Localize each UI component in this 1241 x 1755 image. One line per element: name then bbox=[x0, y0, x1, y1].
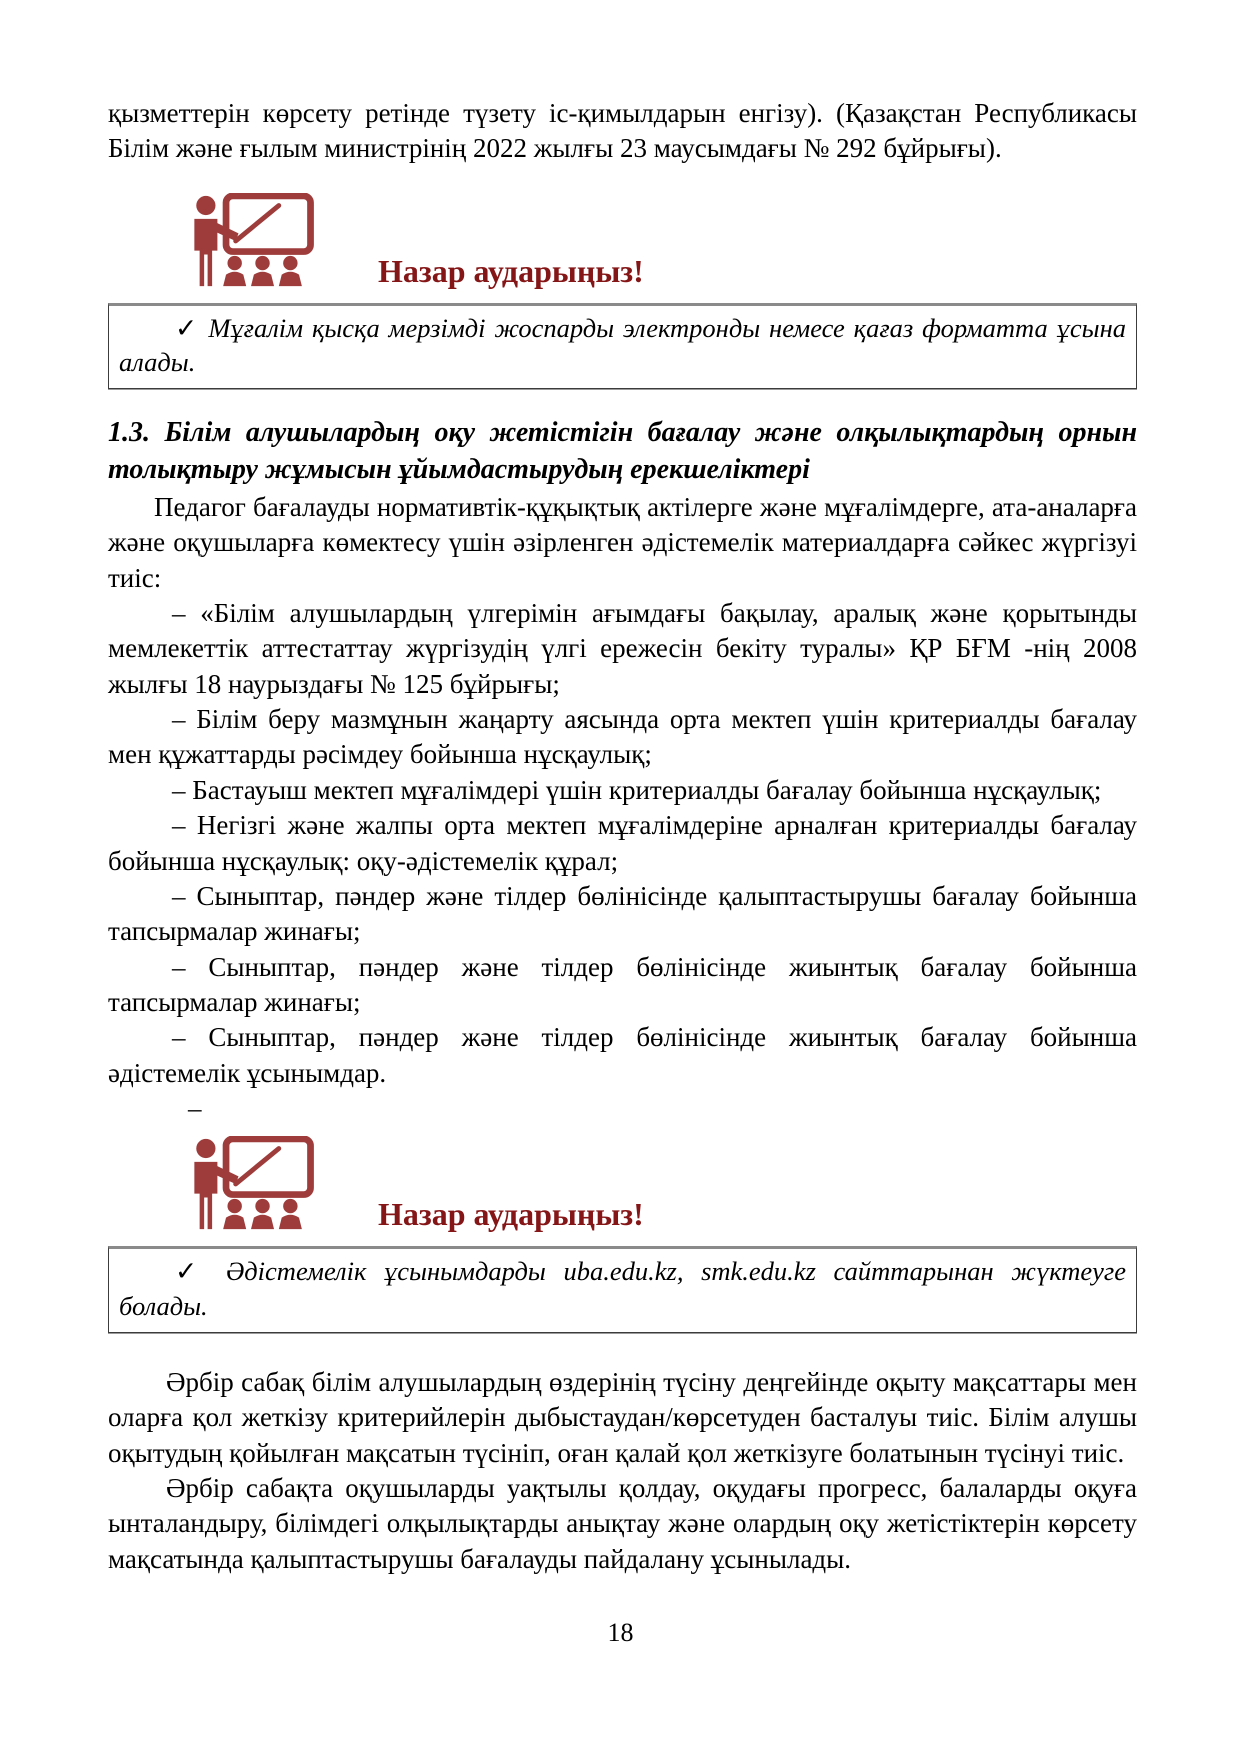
list-item-paragraph: – Білім беру мазмұнын жаңарту аясында орта мектеп үшін критериалды бағалау мен құжаттарды рәсімдеу бойынша нұсқаулық; bbox=[108, 704, 1137, 770]
page-number: 18 bbox=[607, 1618, 634, 1647]
list-item-paragraph: – Бастауыш мектеп мұғалімдері үшін критериалды бағалау бойынша нұсқаулық; bbox=[172, 774, 1102, 805]
closing-section bbox=[108, 1365, 1137, 1577]
note-body: Мұғалім қысқа мерзімді жоспарды электронды немесе қағаз форматта ұсына алады. bbox=[119, 312, 1126, 378]
list-item-paragraph: – Сыныптар, пәндер және тілдер бөлінісінде жиынтық бағалау бойынша тапсырмалар жинағы; bbox=[108, 951, 1137, 1017]
note-text bbox=[119, 311, 1126, 380]
checkmark-icon: ✓ bbox=[175, 312, 200, 343]
attention-label: Назар аударыңыз! bbox=[378, 1196, 644, 1233]
empty-dash-line: – bbox=[188, 1093, 202, 1124]
closing-paragraph: Әрбір сабақ білім алушылардың өздерінің түсіну деңгейінде оқыту мақсаттары мен оларға қол жеткізу критерийлерін дыбыстаудан/көрсетуден басталуы тиіс. Білім алушы оқытудың қойылған мақсатын түсініп, оған қалай қол жеткізуге болатынын түсінуі тиіс. bbox=[108, 1366, 1137, 1468]
section-lead-paragraph: Педагог бағалауды нормативтік-құқықтық актілерге және мұғалімдерге, ата-аналарға және оқушыларға көмектесу үшін әзірленген әдістемелік материалдарға сәйкес жүргізуі тиіс: bbox=[108, 491, 1137, 593]
list-item-paragraph: – Сыныптар, пәндер және тілдер бөлінісінде жиынтық бағалау бойынша әдістемелік ұсынымдар. bbox=[108, 1022, 1137, 1088]
note-box-2 bbox=[108, 1246, 1137, 1332]
note-box-1 bbox=[108, 303, 1137, 389]
attention-label: Назар аударыңыз! bbox=[378, 252, 644, 289]
closing-paragraph: Әрбір сабақта оқушыларды уақтылы қолдау, оқудағы прогресс, балаларды оқуға ынталандыру, білімдегі олқылықтарды анықтау және олардың оқу жетістіктерін көрсету мақсатында қалыптастырушы бағалауды пайдалану ұсынылады. bbox=[108, 1472, 1137, 1574]
list-item-paragraph: – Сыныптар, пәндер және тілдер бөлінісінде қалыптастырушы бағалау бойынша тапсырмалар жинағы; bbox=[108, 880, 1137, 947]
note-text bbox=[119, 1254, 1126, 1323]
attention-banner-2 bbox=[186, 1136, 1137, 1232]
list-item-paragraph: – «Білім алушылардың үлгерімін ағымдағы бақылау, аралық және қорытынды мемлекеттік аттестаттау жүргізудің үлгі ережесін бекіту туралы» ҚР БҒМ -нің 2008 жылғы 18 наурыздағы № 125 бұйрығы; bbox=[108, 597, 1137, 699]
presenter-board-icon bbox=[186, 193, 316, 289]
list-item-paragraph: – Негізгі және жалпы орта мектеп мұғалімдеріне арналған критериалды бағалау бойынша нұсқаулық: оқу-әдістемелік құрал; bbox=[108, 810, 1137, 876]
intro-paragraph: қызметтерін көрсету ретінде түзету іс-қимылдарын енгізу). (Қазақстан Республикасы Білім және ғылым министрінің 2022 жылғы 23 маусымдағы № 292 бұйрығы). bbox=[108, 98, 1137, 164]
presenter-board-icon bbox=[186, 1136, 316, 1232]
checkmark-icon: ✓ bbox=[175, 1256, 209, 1287]
note-body: Әдістемелік ұсынымдарды uba.edu.kz, smk.edu.kz сайттарынан жүктеуге болады. bbox=[119, 1256, 1127, 1322]
attention-banner-1 bbox=[186, 193, 1137, 289]
section-heading: 1.3. Білім алушылардың оқу жетістігін бағалау және олқылықтардың орнын толықтыру жұмысын ұйымдастырудың ерекшеліктері bbox=[108, 417, 1137, 485]
